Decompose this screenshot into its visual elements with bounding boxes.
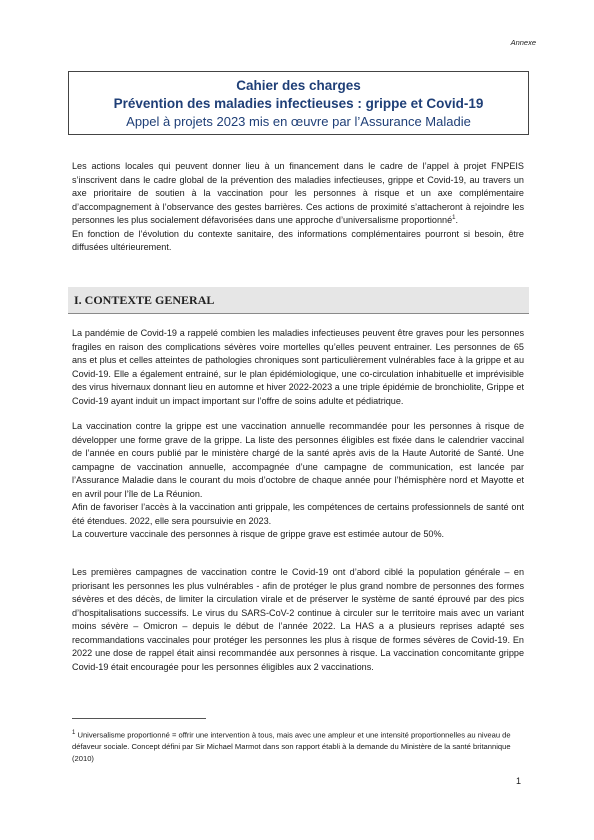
intro-paragraph-2: En fonction de l’évolution du contexte sanitaire, des informations complémentaires pourront si besoin, être diffusées ultérieurement. [72, 228, 524, 252]
paragraph-text: La pandémie de Covid-19 a rappelé combien les maladies infectieuses peuvent être graves pour les personnes fragiles en raison des complications sévères voire mortelles qu’elles peuvent entrainer. Les personnes de 65 ans et plus et celles atteintes de pathologies chroniques sont particulièrement vulnérables face à la grippe et au Covid-19. Elle a également entrainé, sur le plan épidémiologique, une co-circulation inhabituelle et imprévisible des virus hivernaux donnant lieu en automne et hiver 2022-2023 a une triple épidémie de bronchiolite, Grippe et Covid-19 ayant induit un impact important sur l’offre de soins adulte et pédiatrique. [72, 328, 524, 406]
intro-paragraph [72, 160, 524, 228]
footnote-divider [72, 718, 206, 719]
intro-section [72, 160, 524, 255]
paragraph-text: La couverture vaccinale des personnes à risque de grippe grave est estimée autour de 50%. [72, 529, 445, 539]
context-paragraph-3 [72, 566, 524, 674]
footnote [72, 728, 524, 764]
footnote-reference[interactable]: 1 [452, 214, 456, 221]
title-box [68, 71, 529, 135]
paragraph-text: Les premières campagnes de vaccination contre le Covid-19 ont d’abord ciblé la population générale – en priorisant les personnes les plus vulnérables - afin de protéger le plus grand nombre de personnes des formes sévères et des décès, de limiter la circulation virale et de préserver le système de santé éprouvé par des pics d’hospitalisations successifs. Le virus du SARS-CoV-2 continue à circuler sur le territoire mais avec un variant moins sévère – Omicron – depuis le début de l’année 2022. La HAS a a plusieurs reprises adapté ses recommandations vaccinales pour protéger les personnes les plus à risque de formes sévères de Covid-19. En 2022 une dose de rappel était ainsi recommandée aux personnes à risque. La vaccination concomitante grippe Covid-19 était encouragée pour les personnes éligibles aux 2 vaccinations. [72, 567, 524, 672]
footnote-number: 1 [72, 730, 76, 736]
annex-label: Annexe [510, 38, 536, 47]
document-title: Cahier des charges [236, 78, 361, 93]
context-paragraph-2 [72, 420, 524, 542]
page-number: 1 [515, 776, 521, 786]
footnote-text: Universalisme proportionné = offrir une intervention à tous, mais avec une ampleur et une intensité proportionnelles au niveau de défaveur sociale. Concept défini par Sir Michael Marmot dans son rapport établi à la demande du Ministère de la santé britannique (2010) [72, 730, 511, 763]
document-tagline: Appel à projets 2023 mis en œuvre par l’Assurance Maladie [126, 114, 471, 129]
context-paragraph-1 [72, 327, 524, 408]
section-heading: I. CONTEXTE GENERAL [74, 293, 215, 307]
paragraph-text: La vaccination contre la grippe est une vaccination annuelle recommandée pour les personnes à risque de développer une forme grave de la grippe. La liste des personnes éligibles est fixée dans le calendrier vaccinal de l’année en cours publié par le ministère chargé de la santé après avis de la Haute Autorité de Santé. Une campagne de vaccination annuelle, accompagnée d’une campagne de communication, est lancée par l’Assurance Maladie dans le courant du mois d’octobre de chaque année pour l’hémisphère nord et Mayotte et en avril pour l’île de La Réunion. [72, 421, 524, 499]
paragraph-text: Afin de favoriser l’accès à la vaccination anti grippale, les compétences de certains professionnels de santé ont été étendues. 2022, elle sera poursuivie en 2023. [72, 502, 524, 526]
intro-text: Les actions locales qui peuvent donner lieu à un financement dans le cadre de l’appel à projet FNPEIS s’inscrivent dans le cadre global de la prévention des maladies infectieuses, grippe et Covid-19, au travers un axe prioritaire de soutien à la vaccination pour les personnes à risque et un axe complémentaire d’accompagnement à l’observance des gestes barrières. Ces actions de proximité s’attacheront à rejoindre les personnes les plus socialement défavorisées dans une approche d’universalisme proportionné [72, 161, 524, 225]
section-heading-bar [68, 287, 529, 314]
intro-text-end: . [455, 215, 459, 225]
document-subtitle: Prévention des maladies infectieuses : grippe et Covid-19 [113, 96, 484, 111]
